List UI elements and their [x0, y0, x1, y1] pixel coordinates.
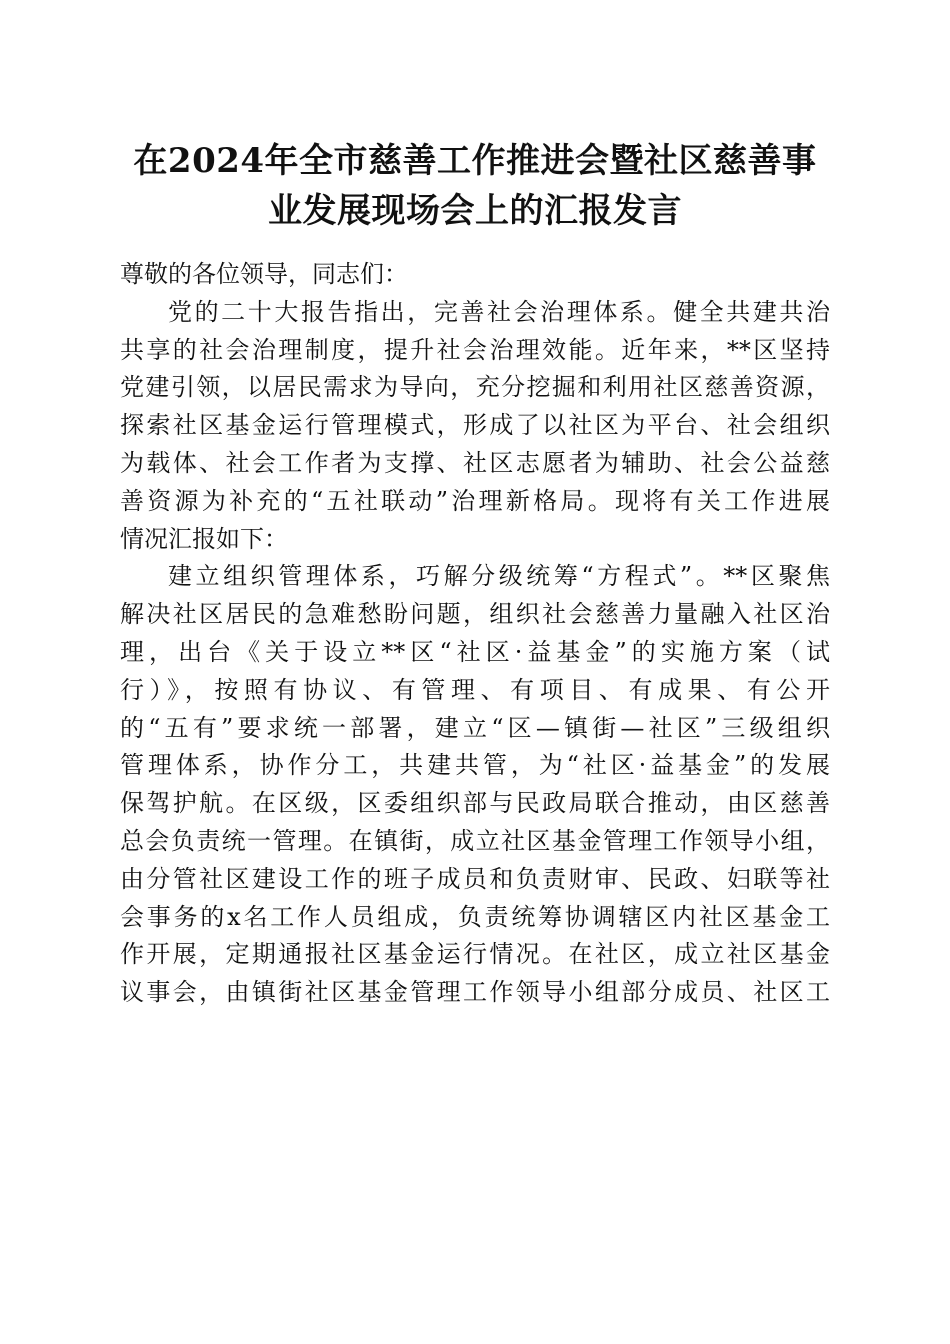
paragraph-line: 理，出台《关于设立**区“社区·益基金”的实施方案（试 — [120, 637, 830, 666]
title-line-2: 业发展现场会上的汇报发言 — [268, 191, 682, 231]
paragraph-line: 总会负责统一管理。在镇街，成立社区基金管理工作领导小组， — [120, 826, 830, 855]
paragraph-line: 管理体系，协作分工，共建共管，为“社区·益基金”的发展 — [120, 751, 830, 780]
paragraph-1 — [120, 294, 830, 559]
document-title — [110, 136, 840, 236]
paragraph-2 — [120, 558, 830, 1012]
paragraph-line: 党建引领，以居民需求为导向，充分挖掘和利用社区慈善资源， — [120, 373, 830, 402]
paragraph-line: 议事会，由镇街社区基金管理工作领导小组部分成员、社区工 — [120, 978, 830, 1007]
paragraph-line: 保驾护航。在区级，区委组织部与民政局联合推动，由区慈善 — [120, 789, 830, 818]
title-line-1: 在2024年全市慈善工作推进会暨社区慈善事 — [133, 141, 817, 181]
paragraph-line: 善资源为补充的“五社联动”治理新格局。现将有关工作进展 — [120, 486, 830, 515]
paragraph-line: 会事务的x名工作人员组成，负责统筹协调辖区内社区基金工 — [120, 902, 830, 931]
paragraph-line: 情况汇报如下： — [120, 524, 288, 553]
paragraph-line: 的“五有”要求统一部署，建立“区—镇街—社区”三级组织 — [120, 713, 830, 742]
paragraph-line: 由分管社区建设工作的班子成员和负责财审、民政、妇联等社 — [120, 864, 830, 893]
paragraph-line: 党的二十大报告指出，完善社会治理体系。健全共建共治 — [168, 297, 830, 326]
document-body — [120, 256, 830, 1012]
paragraph-line: 解决社区居民的急难愁盼问题，组织社会慈善力量融入社区治 — [120, 600, 830, 629]
paragraph-line: 共享的社会治理制度，提升社会治理效能。近年来，**区坚持 — [120, 335, 830, 364]
salutation: 尊敬的各位领导，同志们： — [120, 260, 408, 288]
paragraph-line: 建立组织管理体系，巧解分级统筹“方程式”。**区聚焦 — [168, 562, 830, 591]
paragraph-line: 行）》，按照有协议、有管理、有项目、有成果、有公开 — [120, 675, 830, 704]
paragraph-line: 探索社区基金运行管理模式，形成了以社区为平台、社会组织 — [120, 411, 830, 440]
paragraph-line: 作开展，定期通报社区基金运行情况。在社区，成立社区基金 — [120, 940, 830, 969]
paragraph-line: 为载体、社会工作者为支撑、社区志愿者为辅助、社会公益慈 — [120, 448, 830, 477]
